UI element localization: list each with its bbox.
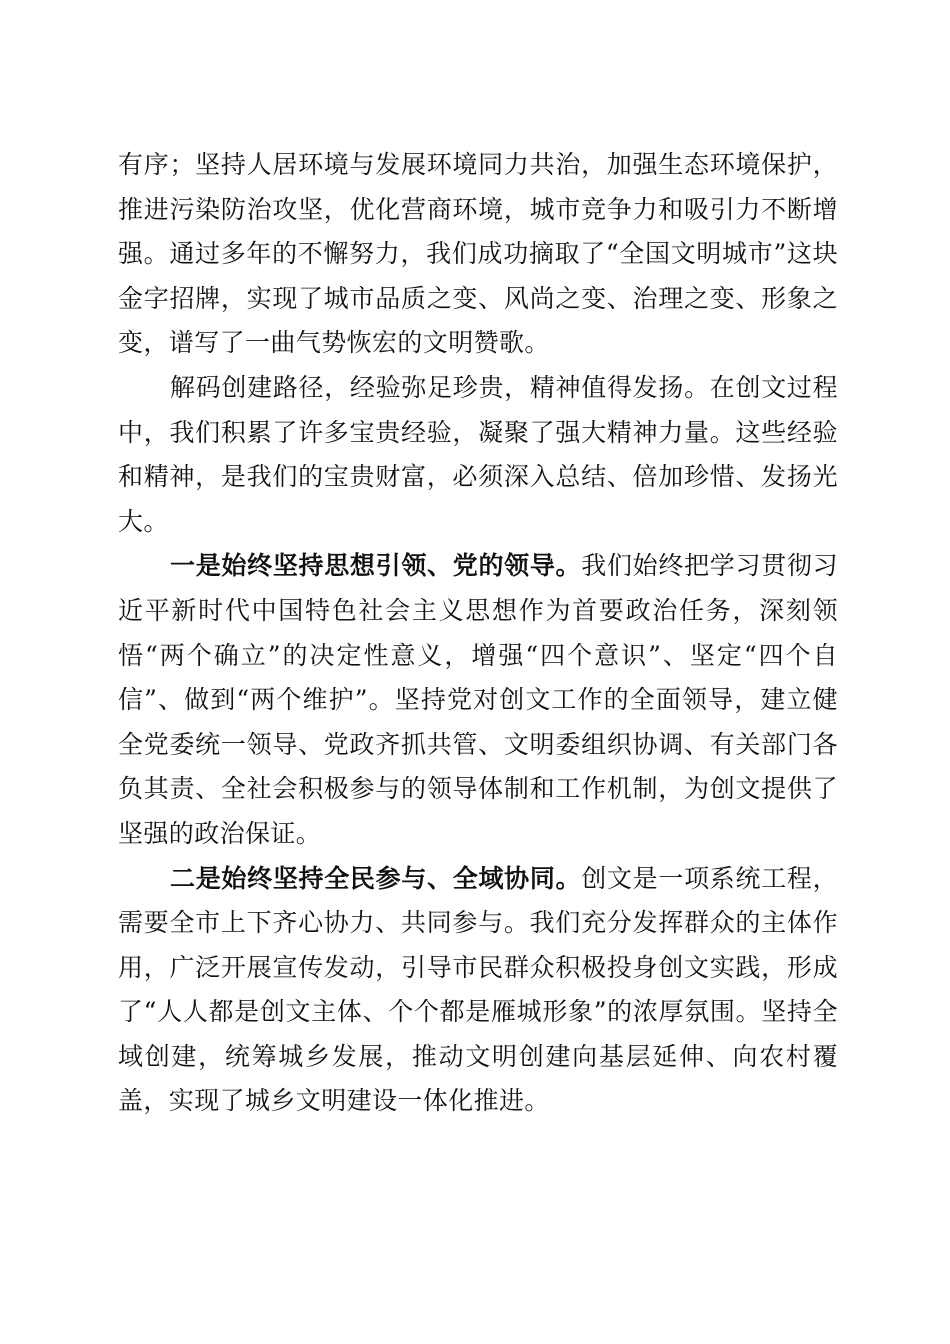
paragraph-2 (118, 366, 838, 544)
paragraph-3 (118, 544, 838, 856)
document-body (118, 143, 838, 1124)
paragraph-1-text: 有序；坚持人居环境与发展环境同力共治，加强生态环境保护，推进污染防治攻坚，优化营商环境，城市竞争力和吸引力不断增强。通过多年的不懈努力，我们成功摘取了“全国文明城市”这块金字招牌，实现了城市品质之变、风尚之变、治理之变、形象之变，谱写了一曲气势恢宏的文明赞歌。 (118, 150, 838, 358)
paragraph-4-text: 创文是一项系统工程，需要全市上下齐心协力、共同参与。我们充分发挥群众的主体作用，广泛开展宣传发动，引导市民群众积极投身创文实践，形成了“人人都是创文主体、个个都是雁城形象”的浓厚氛围。坚持全域创建，统筹城乡发展，推动文明创建向基层延伸、向农村覆盖，实现了城乡文明建设一体化推进。 (118, 863, 838, 1116)
paragraph-2-text: 解码创建路径，经验弥足珍贵，精神值得发扬。在创文过程中，我们积累了许多宝贵经验，凝聚了强大精神力量。这些经验和精神，是我们的宝贵财富，必须深入总结、倍加珍惜、发扬光大。 (118, 372, 838, 536)
paragraph-3-text: 我们始终把学习贯彻习近平新时代中国特色社会主义思想作为首要政治任务，深刻领悟“两个确立”的决定性意义，增强“四个意识”、坚定“四个自信”、做到“两个维护”。坚持党对创文工作的全面领导，建立健全党委统一领导、党政齐抓共管、文明委组织协调、有关部门各负其责、全社会积极参与的领导体制和工作机制，为创文提供了坚强的政治保证。 (118, 551, 838, 848)
paragraph-4-lead: 二是始终坚持全民参与、全域协同。 (170, 863, 582, 893)
paragraph-4 (118, 857, 838, 1125)
paragraph-1 (118, 143, 838, 366)
paragraph-3-lead: 一是始终坚持思想引领、党的领导。 (170, 551, 582, 581)
